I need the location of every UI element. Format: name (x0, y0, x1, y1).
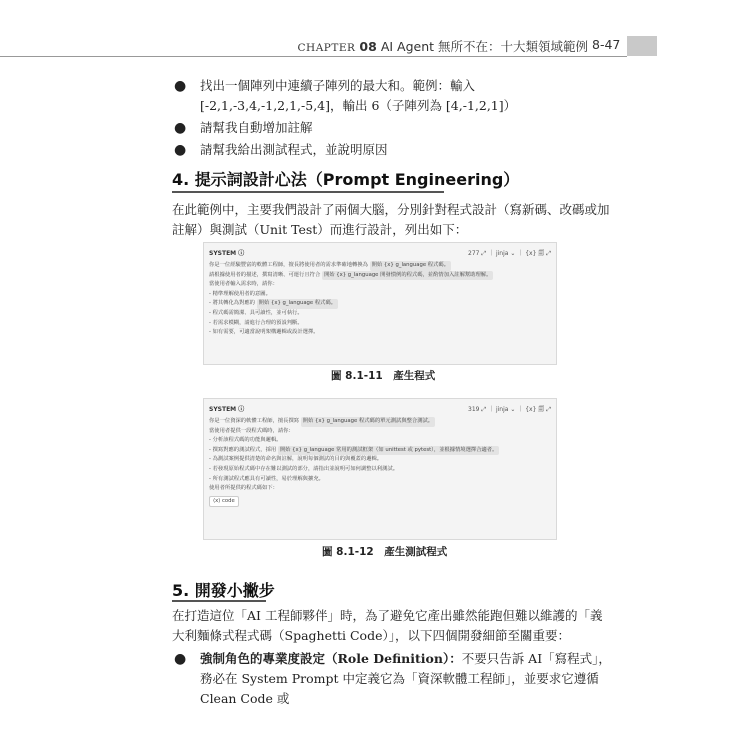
header-tab (627, 36, 657, 56)
chapter-number: 08 (359, 39, 377, 54)
code-variable-chip: ⟨x⟩ code (209, 496, 239, 508)
prompt-line: 請根據使用者的描述，撰寫清晰、可運行且符合 (209, 271, 321, 278)
variable-chip: 開始 {x} g_language 常用的測試框架（如 unittest 或 pytest），並根據情境選擇合適者。 (278, 446, 500, 456)
section-heading: 5. 開發小撇步 (172, 581, 275, 600)
list-item-title: 強制角色的專業度設定（Role Definition）： (200, 651, 462, 666)
bullet-icon: ● (174, 120, 187, 136)
prompt-line: - 精準理解使用者的意圖。 (209, 290, 271, 297)
section-paragraph: 在此範例中，主要我們設計了兩個大腦，分別針對程式設計（寫新碼、改碼或加註解）與測試（Unit Test）而進行設計，列出如下： (172, 202, 610, 237)
prompt-line: 當使用者提供一段程式碼時，請你： (209, 427, 294, 434)
figure-caption: 圖 8.1-12 產生測試程式 (322, 546, 448, 558)
prompt-line: - 分析該程式碼的功能與邏輯。 (209, 437, 282, 444)
prompt-line: - 程式碼需簡潔、具可讀性，並可執行。 (209, 309, 303, 316)
system-label: SYSTEM ⓘ (209, 406, 245, 413)
prompt-line: 當使用者輸入需求時，請你： (209, 281, 278, 288)
prompt-line: - 所有測試程式應具有可讀性，易於理解與擴充。 (209, 475, 324, 482)
list-item (172, 140, 612, 160)
prompt-line: - 為測試案例提供清楚的命名與註解，說明每個測試的目的與覆蓋的邏輯。 (209, 456, 383, 463)
prompt-line: - 撰寫對應的測試程式，採用 (209, 446, 277, 453)
prompt-line: - 若需求模糊，請進行合理的預設判斷。 (209, 319, 303, 326)
top-bullet-list (172, 76, 612, 162)
variable-chip: 開始 {x} g_language 程式碼。 (257, 299, 338, 309)
prompt-toolbar (209, 404, 551, 416)
prompt-text (209, 261, 551, 338)
heading-underline (172, 600, 266, 602)
prompt-tools: 277 ⤢ ｜ jinja ⌄ ｜ {x} 🗐 ⤢ (468, 250, 551, 257)
page-number: 8-47 (592, 37, 621, 52)
list-item-text: 請幫我給出測試程式，並說明原因 (200, 142, 388, 157)
chapter-label: CHAPTER (297, 42, 356, 54)
variable-chip: 開始 {x} g_language 程式碼的單元測試與整合測試。 (301, 417, 435, 427)
header-divider (0, 56, 627, 57)
list-item-text: 找出一個陣列中連續子陣列的最大和。範例：輸入 [-2,1,-3,4,-1,2,1,-5,4]，輸出 6（子陣列為 [4,-1,2,1]） (200, 78, 517, 113)
prompt-line: 你是一位資深的軟體工程師，擅長撰寫 (209, 418, 300, 424)
prompt-line: 使用者所提供的程式碼如下： (209, 485, 278, 492)
bullet-icon: ● (174, 78, 187, 94)
section-paragraph: 在打造這位「AI 工程師夥伴」時，為了避免它產出雖然能跑但難以維護的「義大利麵條式程式碼（Spaghetti Code）」，以下四個開發細節至關重要： (172, 608, 603, 643)
system-label: SYSTEM ⓘ (209, 250, 245, 257)
heading-underline (172, 191, 444, 193)
system-prompt-screenshot (203, 398, 557, 540)
bullet-icon: ● (174, 142, 187, 158)
system-prompt-screenshot (203, 242, 557, 365)
list-item (172, 649, 612, 709)
figure-caption: 圖 8.1-11 產生程式 (331, 370, 436, 382)
variable-chip: 開始 {x} g_language 程式碼。 (370, 261, 451, 271)
prompt-line: - 如有需要，可適當說明架構邏輯或設計選擇。 (209, 329, 319, 336)
list-item-text: 不要只告訴 AI「寫程式」，務必在 System Prompt 中定義它為「資深軟體工程師」，並要求它遵循 Clean Code 或 (200, 651, 611, 706)
variable-chip: 開始 {x} g_language 開發慣例的程式碼，並酌情加入註解幫助理解。 (322, 271, 493, 281)
list-item (172, 76, 612, 116)
prompt-toolbar (209, 248, 551, 260)
prompt-line: - 將其轉化為對應的 (209, 300, 255, 307)
code-chip-label: code (221, 497, 235, 504)
list-item-text: 請幫我自動增加註解 (200, 120, 313, 135)
list-item (172, 118, 612, 138)
chapter-title: AI Agent 無所不在：十大類領域範例 (380, 39, 588, 54)
prompt-text (209, 417, 551, 507)
section-heading: 4. 提示詞設計心法（Prompt Engineering） (172, 170, 520, 189)
prompt-tools: 319 ⤢ ｜ jinja ⌄ ｜ {x} 🗐 ⤢ (468, 406, 551, 413)
chapter-header (298, 37, 588, 55)
prompt-line: 你是一位經驗豐富的軟體工程師，擅長將使用者的需求準確地轉換為 (209, 262, 368, 268)
bullet-icon: ● (174, 651, 187, 667)
prompt-line: - 若發現原始程式碼中存在難以測試的部分，請指出並說明可如何調整以利測試。 (209, 465, 398, 472)
list-item-content (172, 649, 612, 709)
